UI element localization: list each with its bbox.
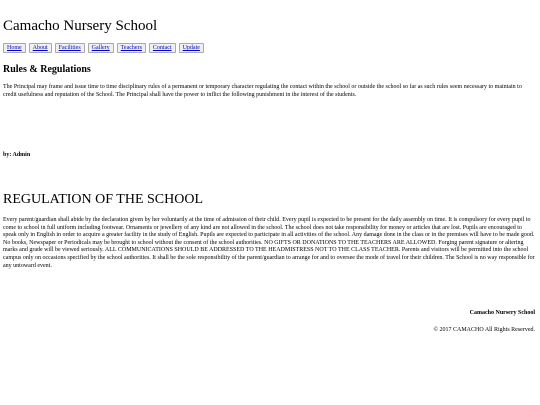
rules-body: The Principal may frame and issue time to time disciplinary rules of a permanent or temporary character regulating the contact within the school or outside the school so far as such rules seem necessary to maintain to credit usefulness and reputation of the School. The Principal shall have the power to inflict the following punishment in the interest of the students. — [3, 84, 522, 98]
nav-contact-button[interactable]: Contact — [149, 43, 176, 53]
nav-update-button[interactable]: Update — [179, 43, 204, 53]
post-author: by: Admin — [3, 152, 31, 158]
main-nav — [3, 43, 204, 53]
nav-about-button[interactable]: About — [29, 43, 52, 53]
regulation-heading: REGULATION OF THE SCHOOL — [3, 192, 204, 207]
footer-copyright: © 2017 CAMACHO All Rights Reserved. — [433, 327, 535, 333]
site-title: Camacho Nursery School — [3, 18, 158, 34]
nav-gallery-button[interactable]: Gallery — [88, 43, 114, 53]
nav-teachers-button[interactable]: Teachers — [117, 43, 146, 53]
nav-home-button[interactable]: Home — [3, 43, 26, 53]
nav-facilities-button[interactable]: Facilities — [55, 43, 85, 53]
footer-school-name: Camacho Nursery School — [469, 310, 535, 316]
regulation-body: Every parent/guardian shall abide by the declaration given by her voluntarily at the time of admission of their child. Every pupil is expected to be present for the daily assembly on time. It is compulsory for every pupil to come to school in full uniform including footwear. Ornaments or jewellery of any kind are not allowed in the school. The school does not take responsibility for money or articles that are lost. Pupils are encouraged to speak only in English in order to acquire a greater facility in the study of English. Pupils are expected to participate in all activities of the school. Any damage done in the class or in the premises will have to be made good. No books, Newspaper or Periodicals may be brought to school without the consent of the school authorities. NO GIFTS OR DONATIONS TO THE TEACHERS ARE ALLOWED. Forging parent signature or altering marks and grade will be viewed seriously. ALL COMMUNICATIONS SHOULD BE ADDRESSED TO THE HEADMISTRESS NOT TO THE CLASS TEACHER. Parents and visitors will be permitted into the school campus only on occasions specified by the school authorities. It shall be the sole responsibility of the parent/guardian to arrange for and to oversee the mode of travel for their children. The School is no way responsible for any untoward event. — [3, 217, 535, 269]
rules-heading: Rules & Regulations — [3, 64, 91, 75]
